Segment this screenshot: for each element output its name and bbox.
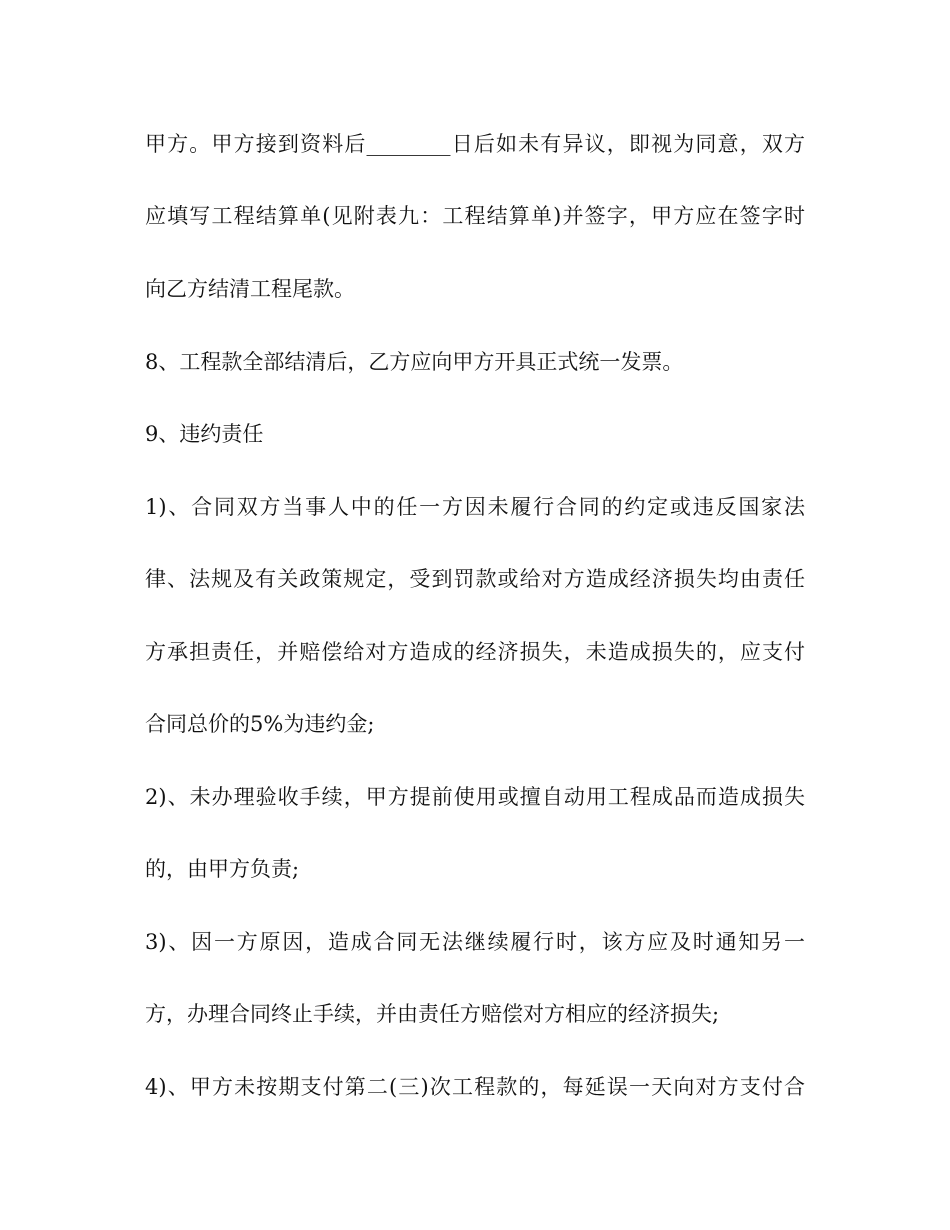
text-line: 方承担责任，并赔偿给对方造成的经济损失，未造成损失的，应支付 bbox=[145, 640, 805, 664]
text-line: 8、工程款全部结清后，乙方应向甲方开具正式统一发票。 bbox=[145, 350, 684, 374]
text-line: 1)、合同双方当事人中的任一方因未履行合同的约定或违反国家法 bbox=[145, 495, 805, 519]
text-line: 2)、未办理验收手续，甲方提前使用或擅自动用工程成品而造成损失 bbox=[145, 785, 805, 809]
text-line: 应填写工程结算单(见附表九：工程结算单)并签字，甲方应在签字时 bbox=[145, 204, 805, 228]
text-line: 4)、甲方未按期支付第二(三)次工程款的，每延误一天向对方支付合 bbox=[145, 1075, 805, 1099]
text-line: 3)、因一方原因，造成合同无法继续履行时，该方应及时通知另一 bbox=[145, 930, 805, 954]
text-line: 方，办理合同终止手续，并由责任方赔偿对方相应的经济损失; bbox=[145, 1002, 720, 1026]
text-line: 律、法规及有关政策规定，受到罚款或给对方造成经济损失均由责任 bbox=[145, 567, 805, 591]
section-heading: 9、违约责任 bbox=[145, 422, 264, 446]
text-line: 合同总价的5%为违约金; bbox=[145, 712, 375, 736]
text-line: 甲方。甲方接到资料后________日后如未有异议，即视为同意，双方 bbox=[145, 132, 805, 156]
text-line: 向乙方结清工程尾款。 bbox=[145, 277, 355, 301]
text-line: 的，由甲方负责; bbox=[145, 857, 300, 881]
